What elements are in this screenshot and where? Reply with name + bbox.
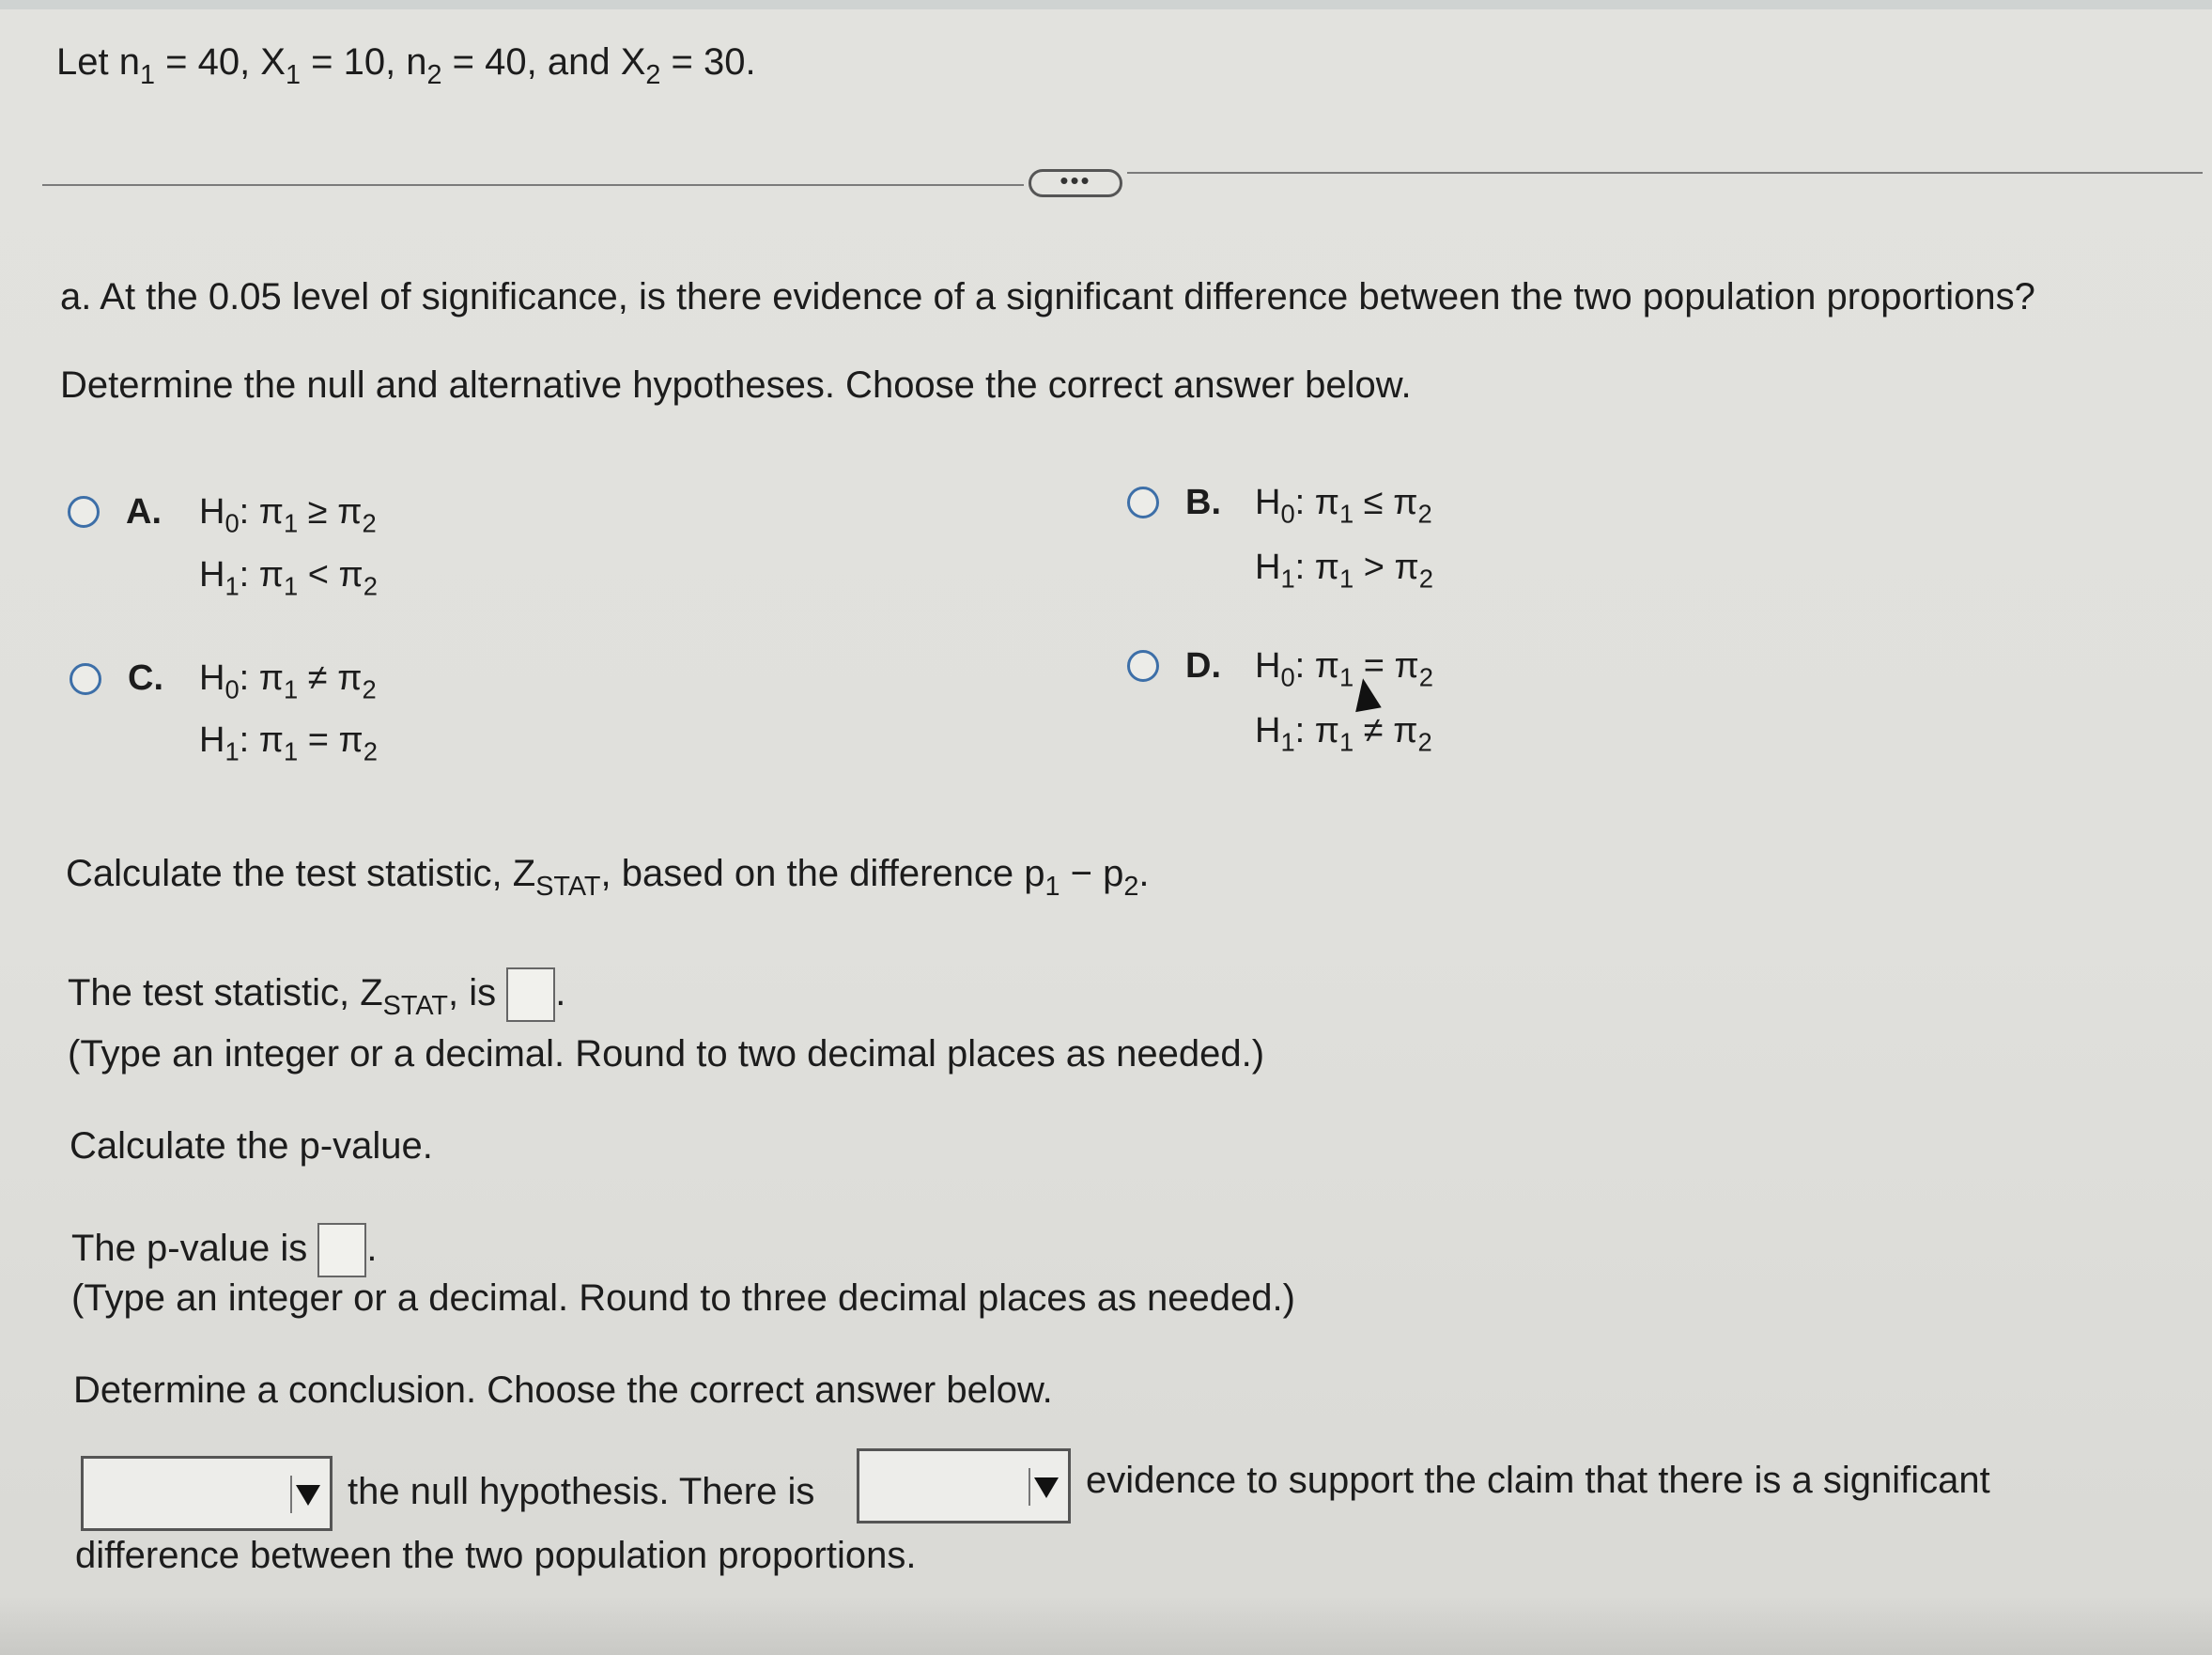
p-value-prompt: Calculate the p-value. xyxy=(70,1125,433,1167)
bottom-shadow xyxy=(0,1597,2212,1655)
option-b-label[interactable]: B. xyxy=(1185,483,1221,522)
conclusion-text-2: evidence to support the claim that there is a significant xyxy=(1086,1460,1990,1501)
option-b-h0: $H_0$: $\pi_1 \le \pi_2$ xyxy=(1255,483,1432,529)
hypothesis-prompt: Determine the null and alternative hypotheses. Choose the correct answer below. xyxy=(60,364,1412,406)
conclusion-text-1: the null hypothesis. There is xyxy=(348,1471,815,1512)
top-strip xyxy=(0,0,2212,9)
test-stat-hint: (Type an integer or a decimal. Round to two decimal places as needed.) xyxy=(68,1033,1265,1075)
evidence-level-dropdown[interactable] xyxy=(857,1448,1071,1524)
reject-decision-dropdown[interactable] xyxy=(81,1456,333,1531)
p-value-hint: (Type an integer or a decimal. Round to three decimal places as needed.) xyxy=(71,1277,1295,1319)
divider-left xyxy=(42,184,1024,186)
option-d-h1: $H_1$: $\pi_1 \ne \pi_2$ xyxy=(1255,711,1432,757)
test-stat-prompt: Calculate the test statistic, $Z_{STAT}$, based on the difference $p_1 - p_2$. xyxy=(66,853,1150,903)
option-c-h1: $H_1$: $\pi_1 = \pi_2$ xyxy=(199,720,378,766)
chevron-down-icon xyxy=(290,1476,322,1513)
option-a-radio[interactable] xyxy=(68,496,100,528)
part-a-question: a. At the 0.05 level of significance, is there evidence of a significant difference between the two population proportions? xyxy=(60,276,2035,317)
option-c-radio[interactable] xyxy=(70,663,101,695)
option-d-label[interactable]: D. xyxy=(1185,646,1221,686)
option-c-label[interactable]: C. xyxy=(128,658,163,698)
chevron-down-icon xyxy=(1029,1468,1060,1506)
mouse-cursor-icon xyxy=(1350,676,1381,712)
option-c-h0: $H_0$: $\pi_1 \ne \pi_2$ xyxy=(199,658,377,704)
conclusion-text-3: difference between the two population proportions. xyxy=(75,1535,917,1576)
test-stat-input[interactable] xyxy=(506,967,555,1022)
more-button[interactable]: ••• xyxy=(1029,169,1122,197)
option-a-h1: $H_1$: $\pi_1 < \pi_2$ xyxy=(199,555,378,601)
divider-right xyxy=(1127,172,2203,174)
option-b-radio[interactable] xyxy=(1127,487,1159,518)
option-d-h0: $H_0$: $\pi_1 = \pi_2$ xyxy=(1255,646,1433,692)
given-values: Let $n_1 = 40$, $X_1 = 10$, $n_2 = 40$, and $X_2 = 30$. xyxy=(56,41,756,91)
p-value-answer-line: The p-value is . xyxy=(71,1223,377,1277)
p-value-input[interactable] xyxy=(317,1223,366,1277)
option-a-h0: $H_0$: $\pi_1 \ge \pi_2$ xyxy=(199,492,377,538)
test-stat-answer-line: The test statistic, $Z_{STAT}$, is . xyxy=(68,967,565,1022)
option-b-h1: $H_1$: $\pi_1 > \pi_2$ xyxy=(1255,548,1433,594)
option-a-label[interactable]: A. xyxy=(126,492,162,532)
conclusion-prompt: Determine a conclusion. Choose the correct answer below. xyxy=(73,1369,1053,1411)
option-d-radio[interactable] xyxy=(1127,650,1159,682)
